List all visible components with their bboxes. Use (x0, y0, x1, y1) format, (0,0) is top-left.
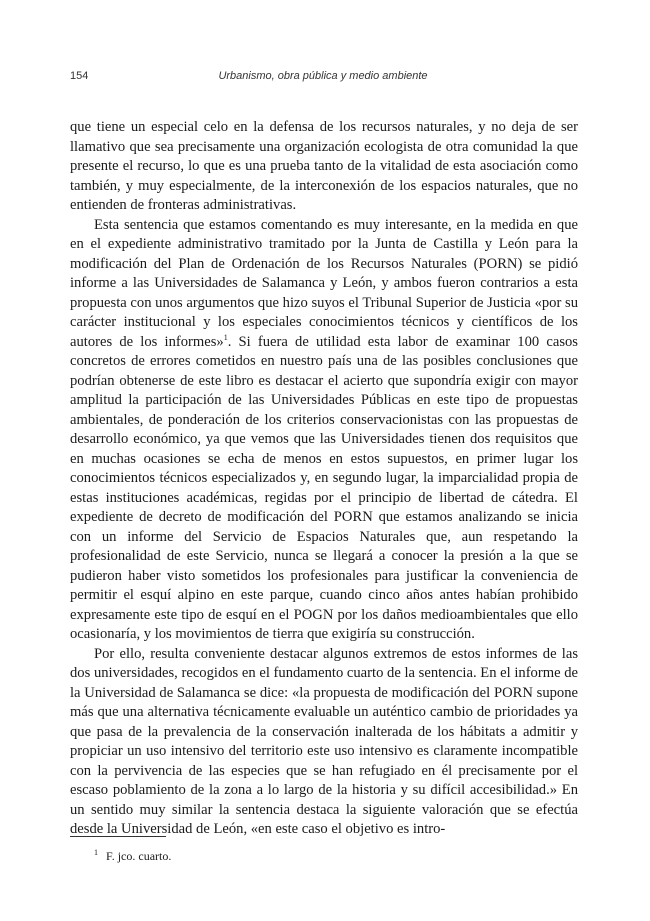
page-number: 154 (70, 70, 89, 82)
running-head: Urbanismo, obra pública y medio ambiente (218, 70, 428, 82)
paragraph-1: que tiene un especial celo en la defensa de los recursos naturales, y no deja de ser llamativo que sea precisamente una organización ecologista de otra comunidad la que presente el recurso, lo que es una prueba tanto de la vitalidad de esta asociación como también, y muy especialmente, de la interconexión de los espacios naturales, que no entienden de fronteras administrativas. (70, 119, 578, 213)
paragraph-2-part-b: . Si fuera de utilidad esta labor de examinar 100 casos concretos de errores cometidos en nuestro país una de las posibles conclusiones que podrían obtenerse de este libro es destacar el acierto que supondría exigir con mayor amplitud la participación de las Universidades Públicas en este tipo de propuestas ambientales, de ponderación de los criterios conservacionistas con las propuestas de desarrollo económico, ya que vemos que las Universidades tienen dos requisitos que en muchas ocasiones se echa de menos en estos supuestos, en primer lugar los conocimientos técnicos especializados y, en segundo lugar, la imparcialidad propia de estas instituciones académicas, regidas por el principio de libertad de cátedra. El expediente de decreto de modificación del PORN que estamos analizando se inicia con un informe del Servicio de Espacios Naturales que, aun respetando la profesionalidad de este Servicio, nunca se llegará a conocer la presión a la que se pudieron haber visto sometidos los profesionales para justificar la conveniencia de permitir el esquí alpino en este parque, cuando cinco años antes habían prohibido expresamente este tipo de esquí en el POGN por los daños medioambientales que ello ocasionaría, y los movimientos de tierra que exigiría su construcción. (70, 333, 578, 642)
body-text (70, 118, 578, 840)
page-header (70, 70, 576, 86)
footnote-number: 1 (94, 848, 98, 857)
footnote (94, 845, 171, 864)
footnote-reference[interactable]: 1 (223, 332, 228, 342)
paragraph-3: Por ello, resulta conveniente destacar algunos extremos de estos informes de las dos universidades, recogidos en el fundamento cuarto de la sentencia. En el informe de la Universidad de Salamanca se dice: «la propuesta de modificación del PORN supone más que una alternativa técnicamente evaluable un auténtico cambio de prioridades ya que pasa de la prevalencia de la conservación inalterada de los hábitats a admitir y propiciar un uso intensivo del territorio este uso intensivo es claramente incompatible con la pervivencia de las especies que se han refugiado en él precisamente por el escaso poblamiento de la zona a lo largo de la historia y su difícil accesibilidad.» En un sentido muy similar la sentencia destaca la siguiente valoración que se efectúa desde la Universidad de León, «en este caso el objetivo es intro- (70, 645, 578, 837)
footnote-text: F. jco. cuarto. (106, 849, 172, 863)
paragraph-2-part-a: Esta sentencia que estamos comentando es muy interesante, en la medida en que en el expediente administrativo tramitado por la Junta de Castilla y León para la modificación del Plan de Ordenación de los Recursos Naturales (PORN) se pidió informe a las Universidades de Salamanca y León, y ambos fueron contrarios a esta propuesta con unos argumentos que hizo suyos el Tribunal Superior de Justicia «por su carácter institucional y los especiales conocimientos técnicos y científicos de los autores de los informes» (70, 216, 578, 350)
footnote-rule (70, 836, 166, 837)
paragraph-2 (70, 216, 578, 645)
